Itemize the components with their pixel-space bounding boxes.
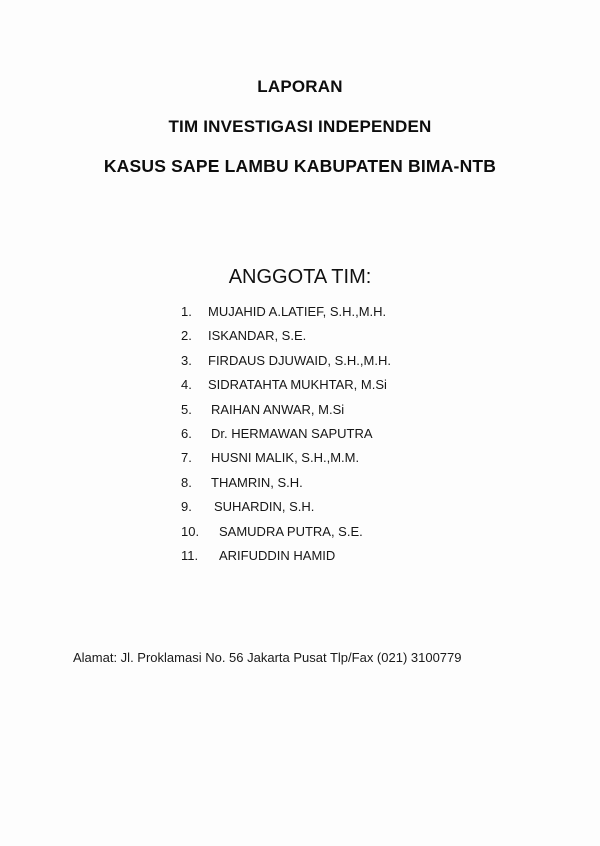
member-number: 4.	[181, 377, 192, 393]
members-heading: ANGGOTA TIM:	[228, 266, 372, 288]
member-name: SUHARDIN, S.H.	[214, 499, 315, 515]
address-line: Alamat: Jl. Proklamasi No. 56 Jakarta Pusat Tlp/Fax (021) 3100779	[73, 650, 462, 665]
member-number: 6.	[181, 425, 192, 441]
report-title-line-1: LAPORAN	[257, 77, 343, 96]
member-name: FIRDAUS DJUWAID, S.H.,M.H.	[208, 352, 391, 368]
member-number: 9.	[181, 499, 192, 515]
report-title-line-3: KASUS SAPE LAMBU KABUPATEN BIMA-NTB	[103, 156, 497, 176]
member-number: 7.	[181, 450, 192, 466]
member-name: THAMRIN, S.H.	[211, 474, 303, 490]
member-name: HUSNI MALIK, S.H.,M.M.	[211, 450, 360, 466]
member-number: 3.	[181, 352, 192, 368]
member-name: Dr. HERMAWAN SAPUTRA	[211, 425, 373, 441]
member-number: 11.	[181, 547, 199, 563]
member-number: 2.	[181, 328, 192, 344]
member-name: MUJAHID A.LATIEF, S.H.,M.H.	[208, 304, 387, 319]
member-number: 10.	[181, 523, 200, 539]
member-name: ARIFUDDIN HAMID	[219, 547, 336, 563]
member-number: 1.	[181, 304, 192, 319]
member-name: RAIHAN ANWAR, M.Si	[211, 401, 345, 417]
member-number: 8.	[181, 474, 192, 490]
member-name: SIDRATAHTA MUKHTAR, M.Si	[208, 377, 387, 393]
member-name: ISKANDAR, S.E.	[208, 328, 307, 344]
report-title-line-2: TIM INVESTIGASI INDEPENDEN	[168, 117, 432, 136]
member-number: 5.	[181, 401, 192, 417]
member-name: SAMUDRA PUTRA, S.E.	[219, 523, 363, 539]
